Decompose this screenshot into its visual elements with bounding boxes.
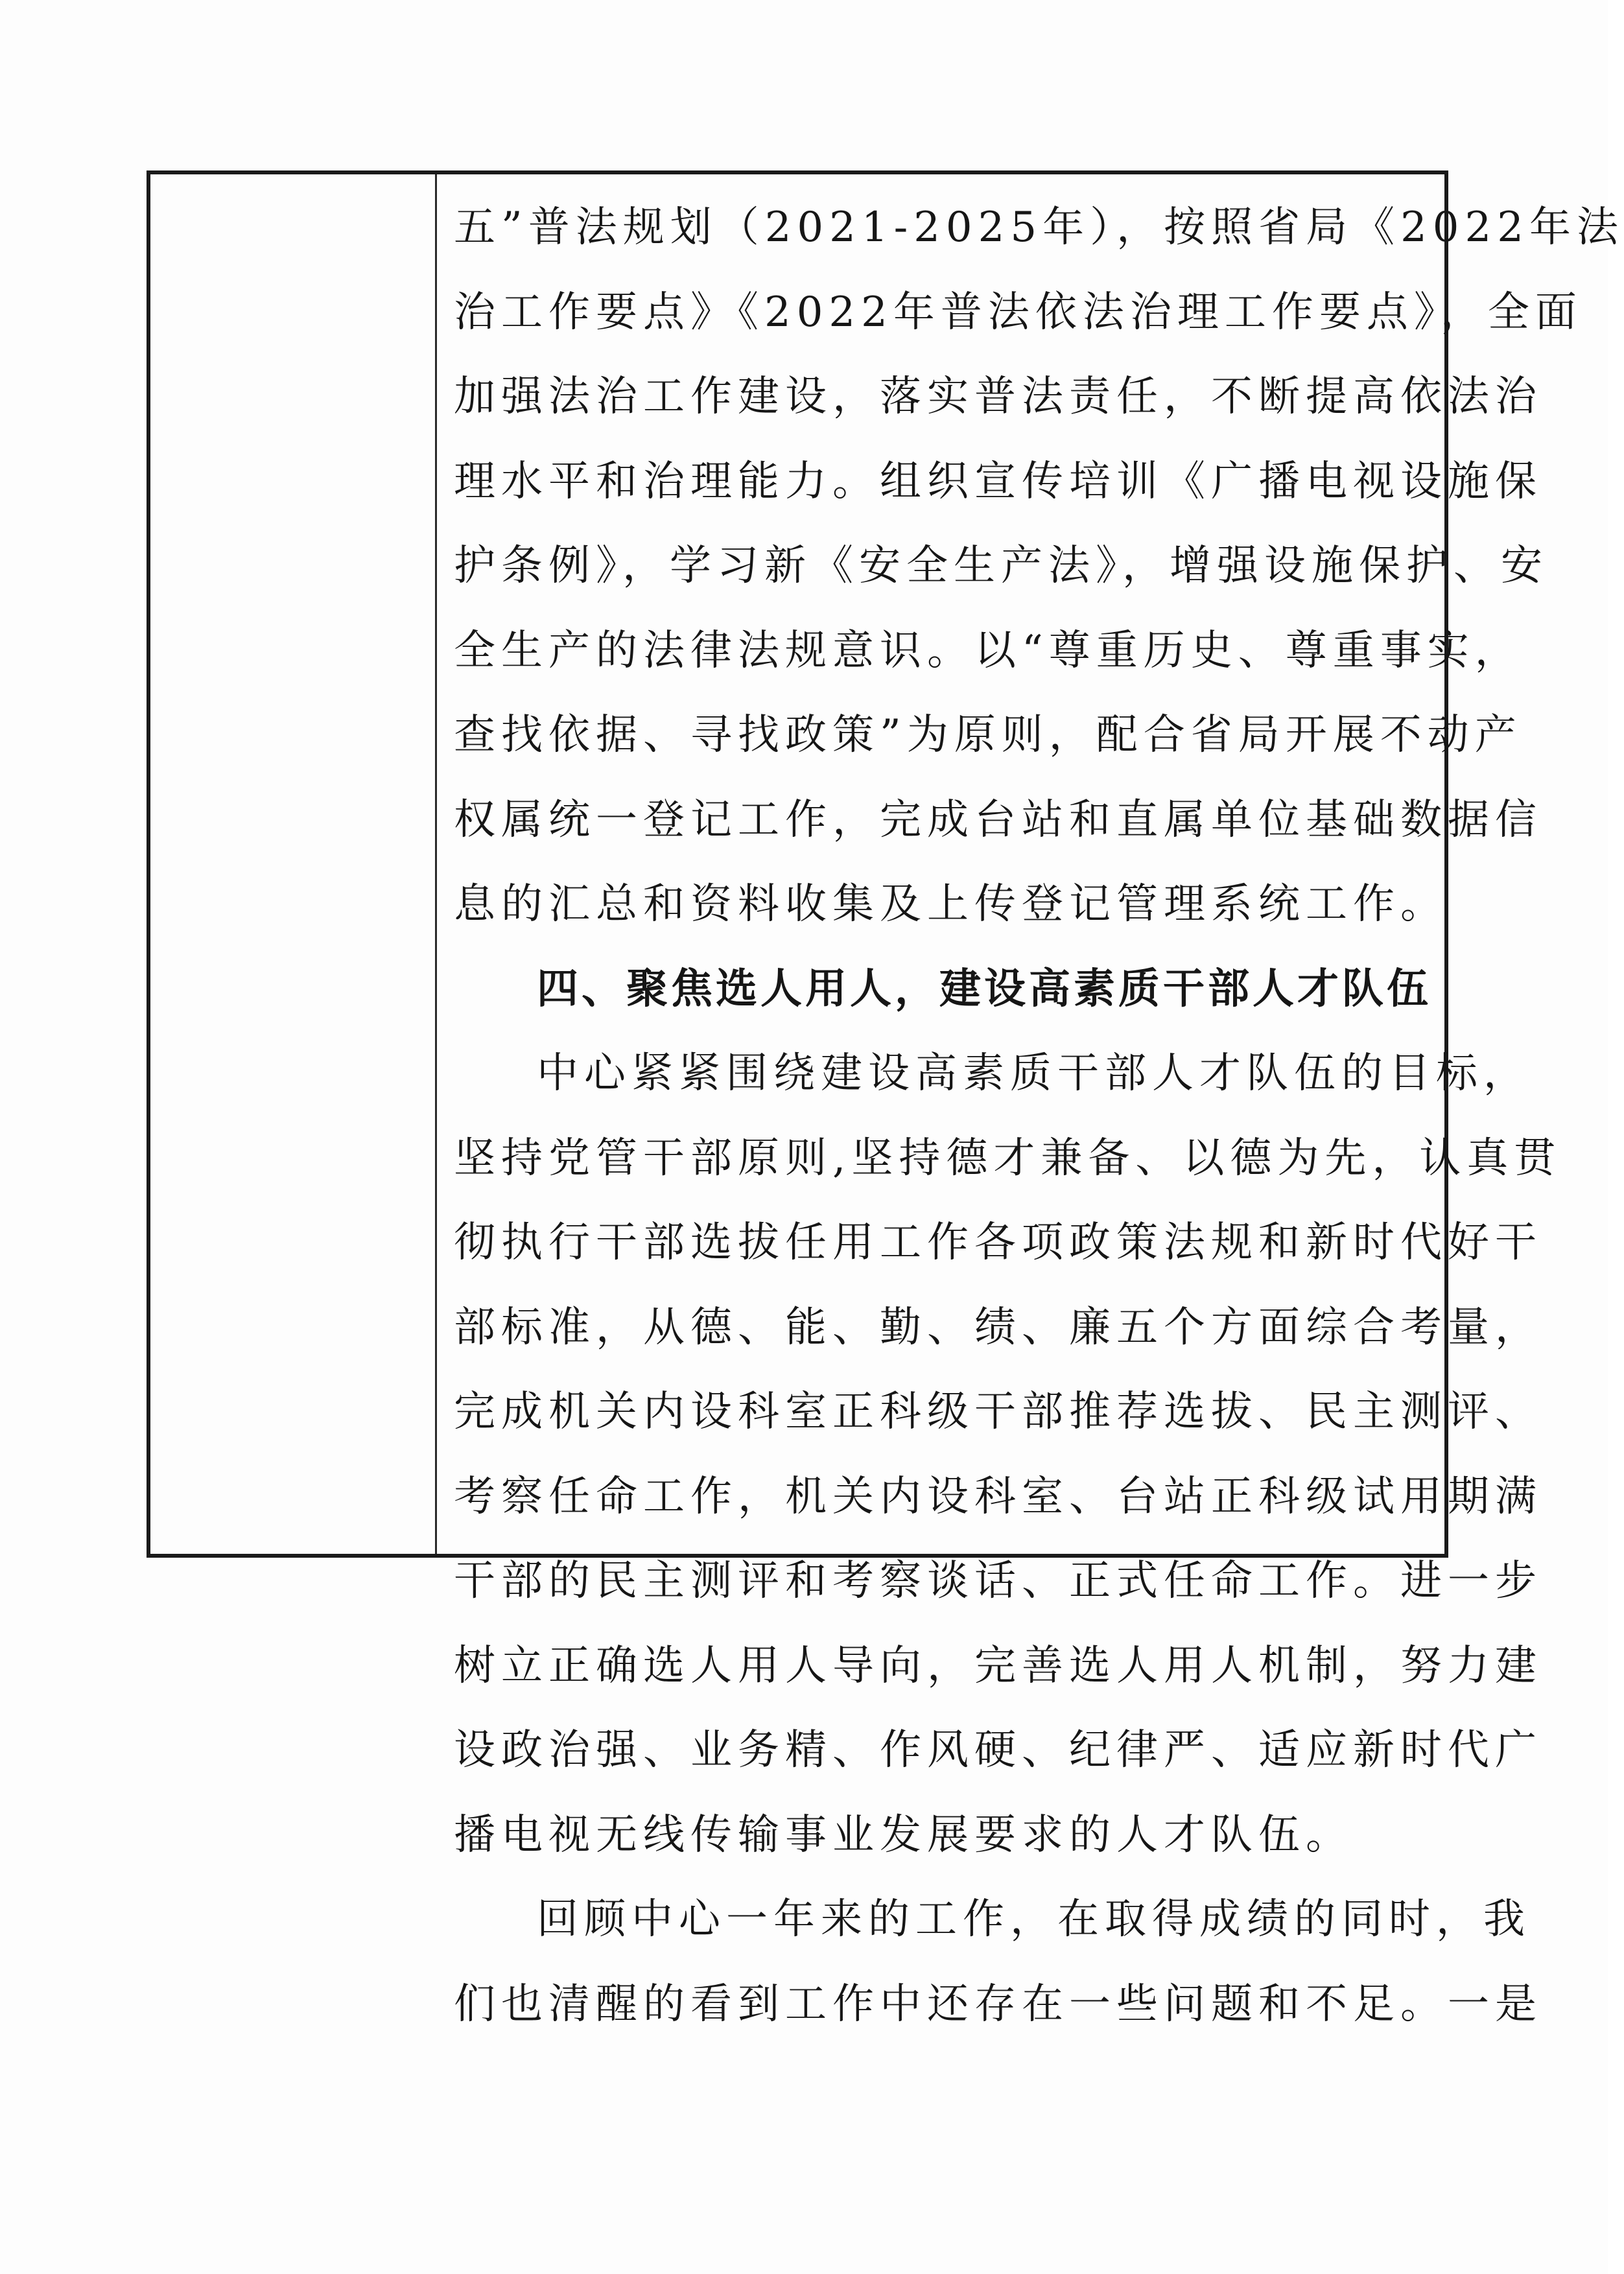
paragraph-line: 加强法治工作建设，落实普法责任，不断提高依法治 — [454, 373, 1542, 421]
section-heading: 四、聚焦选人用人，建设高素质干部人才队伍 — [537, 965, 1431, 1013]
paragraph-line: 考察任命工作，机关内设科室、台站正科级试用期满 — [454, 1472, 1542, 1521]
paragraph-line: 彻执行干部选拔任用工作各项政策法规和新时代好干 — [454, 1219, 1542, 1267]
paragraph-line: 回顾中心一年来的工作，在取得成绩的同时，我 — [537, 1895, 1531, 1943]
paragraph-line: 播电视无线传输事业发展要求的人才队伍。 — [454, 1811, 1353, 1859]
paragraph-line: 理水平和治理能力。组织宣传培训《广播电视设施保 — [454, 457, 1542, 506]
paragraph-line: 全生产的法律法规意识。以“尊重历史、尊重事实， — [454, 626, 1522, 675]
report-text-block — [454, 185, 1624, 2046]
paragraph-line: 护条例》，学习新《安全生产法》，增强设施保护、安 — [454, 542, 1548, 590]
paragraph-line: 坚持党管干部原则,坚持德才兼备、以德为先，认真贯 — [454, 1134, 1562, 1182]
paragraph-line: 完成机关内设科室正科级干部推荐选拔、民主测评、 — [454, 1388, 1542, 1436]
paragraph-line: 树立正确选人用人导向，完善选人用人机制，努力建 — [454, 1641, 1542, 1690]
paragraph-line: 设政治强、业务精、作风硬、纪律严、适应新时代广 — [454, 1726, 1542, 1774]
paragraph-line: 部标准，从德、能、勤、绩、廉五个方面综合考量， — [454, 1303, 1542, 1352]
paragraph-line: 治工作要点》《2022年普法依法治理工作要点》，全面 — [454, 288, 1583, 336]
paragraph-line: 们也清醒的看到工作中还存在一些问题和不足。一是 — [454, 1980, 1542, 2028]
paragraph-line: 干部的民主测评和考察谈话、正式任命工作。进一步 — [454, 1557, 1542, 1605]
paragraph-line: 权属统一登记工作，完成台站和直属单位基础数据信 — [454, 795, 1542, 844]
paragraph-line: 中心紧紧围绕建设高素质干部人才队伍的目标， — [537, 1049, 1531, 1097]
table-left-cell — [150, 174, 437, 1554]
paragraph-line: 查找依据、寻找政策”为原则，配合省局开展不动产 — [454, 711, 1522, 759]
paragraph-line: 五”普法规划（2021-2025年），按照省局《2022年法 — [454, 204, 1624, 252]
paragraph-line: 息的汇总和资料收集及上传登记管理系统工作。 — [454, 880, 1448, 928]
